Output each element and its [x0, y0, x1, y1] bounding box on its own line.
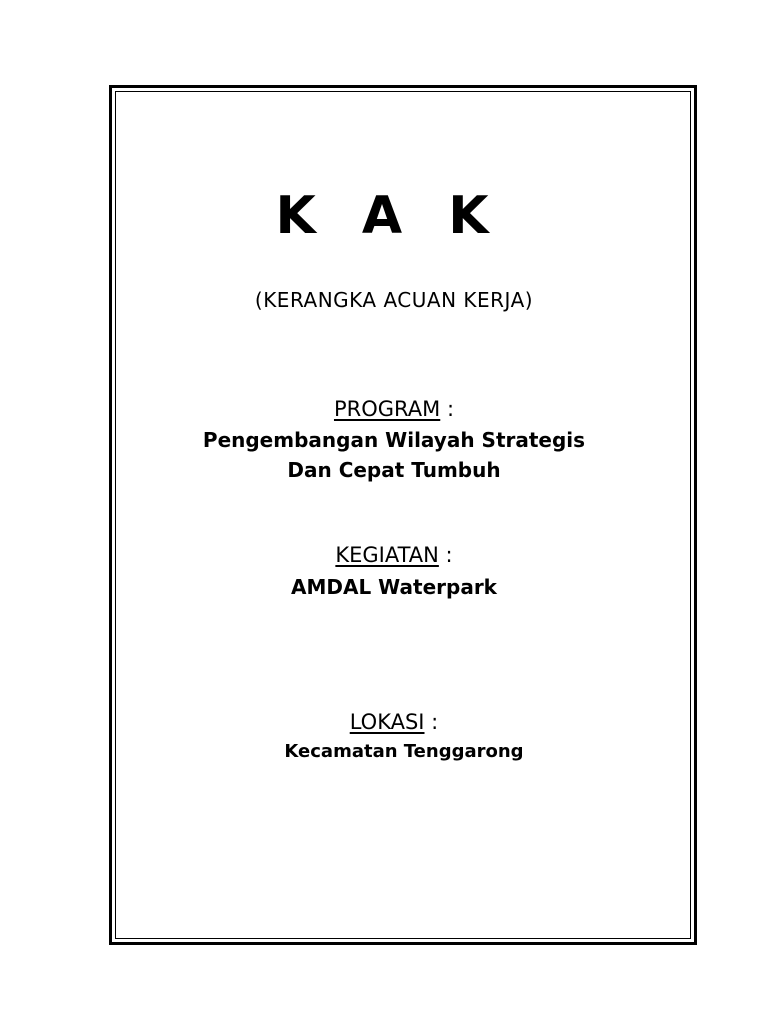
program-separator: :	[440, 397, 455, 421]
lokasi-value: Kecamatan Tenggarong	[284, 741, 524, 762]
program-label: PROGRAM	[333, 397, 441, 421]
kegiatan-value: AMDAL Waterpark	[291, 575, 497, 599]
lokasi-label: LOKASI	[349, 710, 425, 734]
program-label-line	[10, 395, 768, 423]
document-subtitle: (KERANGKA ACUAN KERJA)	[254, 288, 534, 312]
kegiatan-label-line	[10, 541, 768, 569]
program-value-line-1: Pengembangan Wilayah Strategis	[202, 428, 586, 452]
document-title: K A K	[275, 186, 503, 246]
kegiatan-separator: :	[438, 543, 453, 567]
lokasi-separator: :	[424, 710, 439, 734]
lokasi-label-line	[10, 708, 768, 736]
kegiatan-label: KEGIATAN	[335, 543, 439, 567]
program-value-line-2: Dan Cepat Tumbuh	[287, 458, 501, 482]
